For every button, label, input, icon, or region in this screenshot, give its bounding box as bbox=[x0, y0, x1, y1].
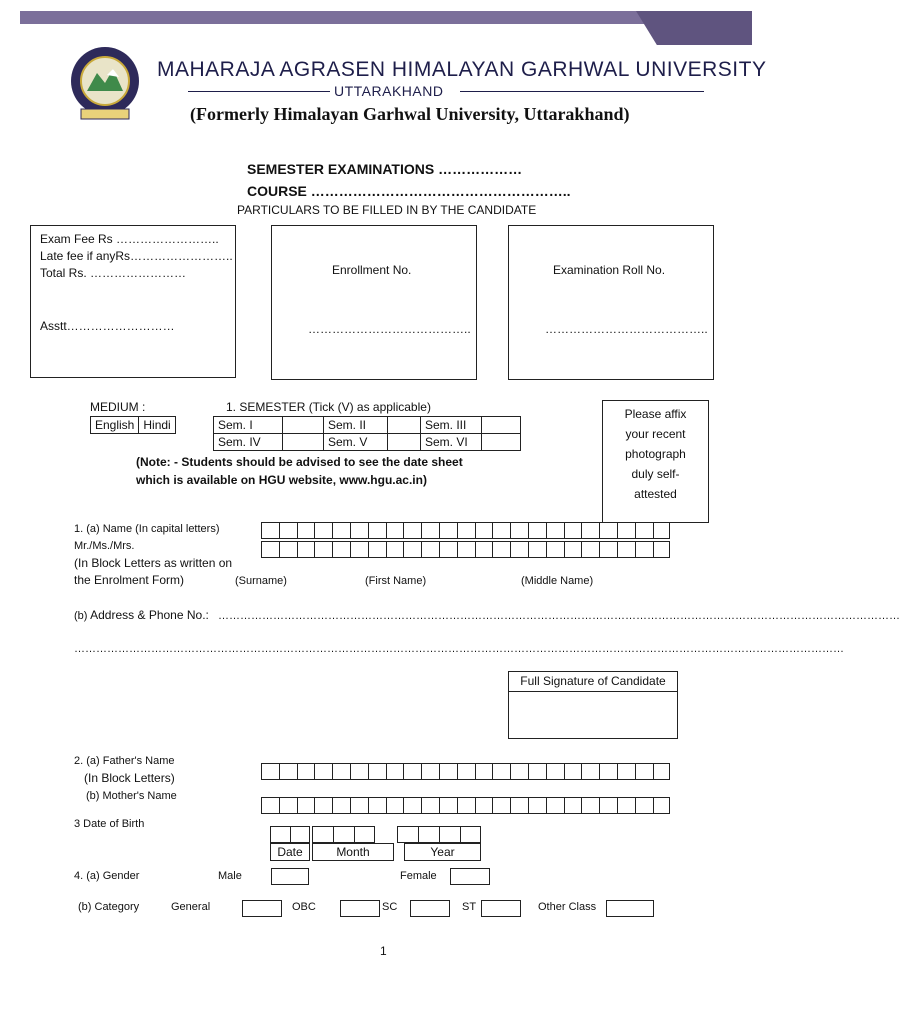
medium-option-hindi[interactable]: Hindi bbox=[139, 417, 175, 434]
letter-cell[interactable] bbox=[581, 763, 599, 780]
letter-cell[interactable] bbox=[564, 541, 582, 558]
signature-box[interactable] bbox=[508, 671, 678, 739]
gender-female-box[interactable] bbox=[450, 868, 490, 885]
letter-cell[interactable] bbox=[492, 522, 510, 539]
name-label: 1. (a) Name (In capital letters) bbox=[74, 523, 220, 535]
letter-cell[interactable] bbox=[403, 763, 421, 780]
exam-title: SEMESTER EXAMINATIONS ……………… bbox=[247, 161, 523, 177]
category-obc-label: OBC bbox=[292, 901, 316, 913]
letter-cell[interactable] bbox=[457, 797, 475, 814]
letter-cell[interactable] bbox=[599, 797, 617, 814]
letter-cell[interactable] bbox=[599, 763, 617, 780]
letter-cell[interactable] bbox=[599, 541, 617, 558]
semester-label: 1. SEMESTER (Tick (V) as applicable) bbox=[226, 400, 431, 414]
address-prefix: (b) bbox=[74, 610, 88, 622]
letter-cell[interactable] bbox=[403, 797, 421, 814]
letter-cell[interactable] bbox=[617, 797, 635, 814]
parents-block-label: (In Block Letters) bbox=[84, 771, 175, 785]
letter-cell[interactable] bbox=[279, 522, 297, 539]
sem-5-tick-box[interactable] bbox=[388, 434, 421, 451]
title-label: Mr./Ms./Mrs. bbox=[74, 540, 135, 552]
letter-cell[interactable] bbox=[546, 763, 564, 780]
page-number: 1 bbox=[380, 944, 387, 958]
header-rule-right bbox=[460, 91, 704, 92]
letter-cell[interactable] bbox=[617, 522, 635, 539]
letter-cell[interactable] bbox=[635, 522, 653, 539]
letter-cell[interactable] bbox=[528, 522, 546, 539]
dob-date-caption: Date bbox=[270, 843, 310, 861]
surname-caption: (Surname) bbox=[235, 575, 287, 587]
dob-label: 3 Date of Birth bbox=[74, 818, 145, 830]
letter-cell[interactable] bbox=[332, 797, 350, 814]
address-line-1[interactable]: …………………………………………………………………………………………………………………………………………………………………… bbox=[218, 610, 900, 622]
sem-5-label: Sem. V bbox=[324, 434, 388, 451]
sem-4-label: Sem. IV bbox=[214, 434, 283, 451]
letter-cell[interactable] bbox=[528, 763, 546, 780]
sem-1-tick-box[interactable] bbox=[283, 417, 324, 434]
first-name-caption: (First Name) bbox=[365, 575, 427, 587]
semester-table bbox=[213, 416, 521, 451]
particulars-title: PARTICULARS TO BE FILLED IN BY THE CANDIDATE bbox=[237, 203, 537, 217]
late-fee-label: Late fee if anyRs…………………….. bbox=[40, 249, 233, 263]
exam-fee-label: Exam Fee Rs …………………….. bbox=[40, 232, 219, 246]
category-general-box[interactable] bbox=[242, 900, 282, 917]
fee-box bbox=[30, 225, 236, 378]
roll-number-label: Examination Roll No. bbox=[553, 263, 666, 277]
letter-cell[interactable] bbox=[368, 763, 386, 780]
letter-cell[interactable] bbox=[475, 763, 493, 780]
note-line-1: (Note: - Students should be advised to see the date sheet bbox=[136, 455, 463, 469]
letter-cell[interactable] bbox=[617, 541, 635, 558]
letter-cell[interactable] bbox=[403, 522, 421, 539]
mother-name-cells[interactable] bbox=[261, 797, 670, 814]
letter-cell[interactable] bbox=[635, 797, 653, 814]
address-line-2[interactable]: ………………………………………………………………………………………………………………………………………………………………………………………… bbox=[74, 643, 844, 655]
enrollment-label: Enrollment No. bbox=[332, 263, 412, 277]
block-letters-label: (In Block Letters as written on bbox=[74, 556, 233, 570]
middle-name-caption: (Middle Name) bbox=[521, 575, 594, 587]
name-cells-row-1[interactable] bbox=[261, 522, 670, 539]
medium-table bbox=[90, 416, 176, 434]
category-other-label: Other Class bbox=[538, 901, 597, 913]
letter-cell[interactable] bbox=[635, 763, 653, 780]
letter-cell[interactable] bbox=[457, 541, 475, 558]
letter-cell[interactable] bbox=[421, 541, 439, 558]
letter-cell[interactable] bbox=[475, 797, 493, 814]
note-line-2: which is available on HGU website, www.hgu.ac.in) bbox=[136, 473, 427, 487]
university-logo bbox=[67, 45, 143, 127]
letter-cell[interactable] bbox=[546, 522, 564, 539]
sem-6-tick-box[interactable] bbox=[482, 434, 521, 451]
category-general-label: General bbox=[171, 901, 211, 913]
medium-label: MEDIUM : bbox=[90, 400, 146, 414]
letter-cell[interactable] bbox=[368, 541, 386, 558]
letter-cell[interactable] bbox=[546, 541, 564, 558]
letter-cell[interactable] bbox=[350, 522, 368, 539]
sem-6-label: Sem. VI bbox=[421, 434, 482, 451]
letter-cell[interactable] bbox=[386, 541, 404, 558]
letter-cell[interactable] bbox=[635, 541, 653, 558]
letter-cell[interactable] bbox=[261, 797, 279, 814]
letter-cell[interactable] bbox=[492, 797, 510, 814]
letter-cell[interactable] bbox=[332, 541, 350, 558]
category-st-label: ST bbox=[462, 901, 477, 913]
letter-cell[interactable] bbox=[421, 763, 439, 780]
father-name-cells[interactable] bbox=[261, 763, 670, 780]
letter-cell[interactable] bbox=[368, 797, 386, 814]
letter-cell[interactable] bbox=[653, 763, 671, 780]
letter-cell[interactable] bbox=[279, 797, 297, 814]
total-label: Total Rs. …………………… bbox=[40, 266, 187, 280]
letter-cell[interactable] bbox=[564, 797, 582, 814]
gender-male-label: Male bbox=[218, 870, 242, 882]
asstt-label: Asstt……………………… bbox=[40, 319, 175, 333]
letter-cell[interactable] bbox=[368, 522, 386, 539]
letter-cell[interactable] bbox=[314, 541, 332, 558]
letter-cell[interactable] bbox=[510, 797, 528, 814]
category-label: (b) Category bbox=[78, 901, 140, 913]
letter-cell[interactable] bbox=[403, 541, 421, 558]
enrollment-box[interactable] bbox=[271, 225, 477, 380]
letter-cell[interactable] bbox=[457, 522, 475, 539]
letter-cell[interactable] bbox=[297, 797, 315, 814]
sem-2-label: Sem. II bbox=[324, 417, 388, 434]
letter-cell[interactable] bbox=[439, 522, 457, 539]
letter-cell[interactable] bbox=[439, 763, 457, 780]
category-sc-label: SC bbox=[382, 901, 398, 913]
photo-line-1: Please affix bbox=[624, 407, 687, 421]
letter-cell[interactable] bbox=[510, 522, 528, 539]
university-name: MAHARAJA AGRASEN HIMALAYAN GARHWAL UNIVERSITY bbox=[157, 58, 767, 81]
formerly-name: (Formerly Himalayan Garhwal University, Uttarakhand) bbox=[190, 104, 630, 124]
letter-cell[interactable] bbox=[492, 541, 510, 558]
photo-line-3: photograph bbox=[625, 447, 686, 461]
letter-cell[interactable] bbox=[528, 541, 546, 558]
letter-cell[interactable] bbox=[653, 522, 671, 539]
letter-cell[interactable] bbox=[297, 763, 315, 780]
letter-cell[interactable] bbox=[564, 763, 582, 780]
letter-cell[interactable] bbox=[297, 541, 315, 558]
letter-cell[interactable] bbox=[457, 763, 475, 780]
letter-cell[interactable] bbox=[653, 541, 671, 558]
letter-cell[interactable] bbox=[475, 541, 493, 558]
dob-month-cells[interactable] bbox=[312, 826, 375, 843]
letter-cell[interactable] bbox=[510, 541, 528, 558]
letter-cell[interactable] bbox=[439, 541, 457, 558]
photo-line-5: attested bbox=[634, 487, 677, 501]
course-title: COURSE ……………………………………………….. bbox=[247, 183, 571, 199]
dob-month-caption: Month bbox=[312, 843, 394, 861]
photo-line-2: your recent bbox=[625, 427, 686, 441]
enrolment-form-label: the Enrolment Form) bbox=[74, 573, 185, 587]
letter-cell[interactable] bbox=[421, 522, 439, 539]
letter-cell[interactable] bbox=[617, 763, 635, 780]
letter-cell[interactable] bbox=[279, 763, 297, 780]
dob-year-caption: Year bbox=[404, 843, 481, 861]
letter-cell[interactable] bbox=[261, 763, 279, 780]
father-name-label: 2. (a) Father's Name bbox=[74, 755, 175, 767]
address-label bbox=[74, 608, 209, 622]
letter-cell[interactable] bbox=[492, 763, 510, 780]
letter-cell[interactable] bbox=[386, 522, 404, 539]
mother-name-label: (b) Mother's Name bbox=[86, 790, 177, 802]
letter-cell[interactable] bbox=[386, 763, 404, 780]
header-rule-left bbox=[188, 91, 330, 92]
letter-cell[interactable] bbox=[421, 797, 439, 814]
header-bar-tab bbox=[636, 11, 752, 45]
letter-cell[interactable] bbox=[332, 522, 350, 539]
sem-4-tick-box[interactable] bbox=[283, 434, 324, 451]
category-st-box[interactable] bbox=[481, 900, 521, 917]
photo-line-4: duly self- bbox=[631, 467, 680, 481]
letter-cell[interactable] bbox=[564, 522, 582, 539]
letter-cell[interactable] bbox=[581, 541, 599, 558]
letter-cell[interactable] bbox=[581, 522, 599, 539]
letter-cell[interactable] bbox=[653, 797, 671, 814]
letter-cell[interactable] bbox=[350, 763, 368, 780]
name-cells-row-2[interactable] bbox=[261, 541, 670, 558]
letter-cell[interactable] bbox=[279, 541, 297, 558]
letter-cell[interactable] bbox=[439, 797, 457, 814]
letter-cell[interactable] bbox=[350, 541, 368, 558]
letter-cell[interactable] bbox=[297, 522, 315, 539]
address-label-text: Address & Phone No.: bbox=[90, 608, 209, 622]
dob-year-cells[interactable] bbox=[397, 826, 481, 843]
photo-box[interactable] bbox=[602, 400, 709, 523]
medium-option-english[interactable]: English bbox=[91, 417, 139, 434]
gender-label: 4. (a) Gender bbox=[74, 870, 140, 882]
gender-male-box[interactable] bbox=[271, 868, 309, 885]
letter-cell[interactable] bbox=[261, 522, 279, 539]
sem-1-label: Sem. I bbox=[214, 417, 283, 434]
letter-cell[interactable] bbox=[546, 797, 564, 814]
letter-cell[interactable] bbox=[581, 797, 599, 814]
letter-cell[interactable] bbox=[261, 541, 279, 558]
letter-cell[interactable] bbox=[314, 522, 332, 539]
category-obc-box[interactable] bbox=[340, 900, 380, 917]
signature-label: Full Signature of Candidate bbox=[509, 672, 677, 692]
letter-cell[interactable] bbox=[510, 763, 528, 780]
category-sc-box[interactable] bbox=[410, 900, 450, 917]
roll-number-box[interactable] bbox=[508, 225, 714, 380]
university-state: UTTARAKHAND bbox=[334, 83, 444, 99]
enrollment-dots: ………………………………….. bbox=[308, 322, 471, 336]
letter-cell[interactable] bbox=[350, 797, 368, 814]
sem-2-tick-box[interactable] bbox=[388, 417, 421, 434]
letter-cell[interactable] bbox=[475, 522, 493, 539]
letter-cell[interactable] bbox=[599, 522, 617, 539]
letter-cell[interactable] bbox=[386, 797, 404, 814]
sem-3-tick-box[interactable] bbox=[482, 417, 521, 434]
letter-cell[interactable] bbox=[314, 763, 332, 780]
sem-3-label: Sem. III bbox=[421, 417, 482, 434]
gender-female-label: Female bbox=[400, 870, 437, 882]
category-other-box[interactable] bbox=[606, 900, 654, 917]
roll-number-dots: ………………………………….. bbox=[545, 322, 708, 336]
letter-cell[interactable] bbox=[314, 797, 332, 814]
letter-cell[interactable] bbox=[528, 797, 546, 814]
dob-date-cells[interactable] bbox=[270, 826, 310, 843]
letter-cell[interactable] bbox=[332, 763, 350, 780]
